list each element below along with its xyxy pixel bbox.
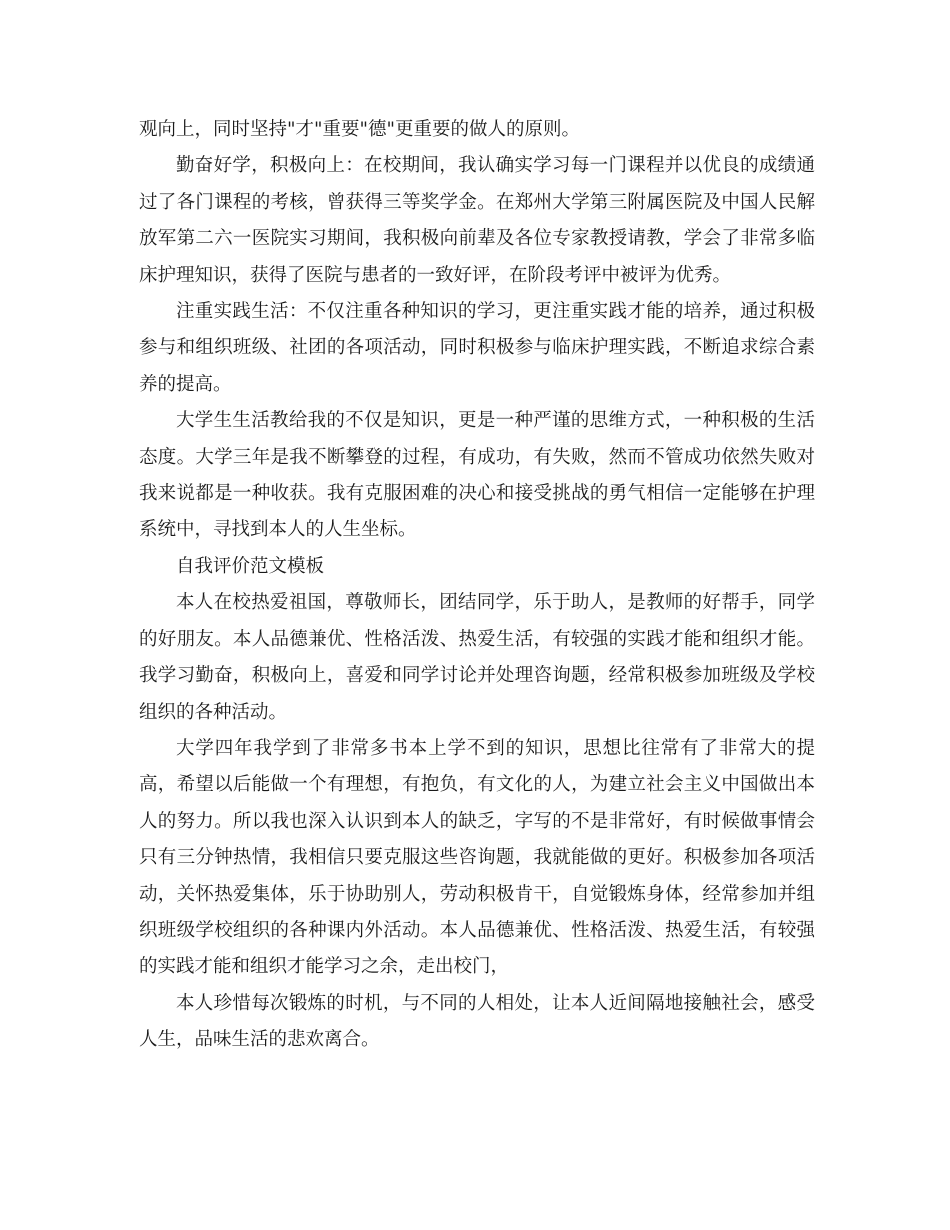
section-heading: 自我评价范文模板 [176, 555, 325, 577]
paragraph-closing: 本人珍惜每次锻炼的时机，与不同的人相处，让本人近间隔地接触社会，感受人生，品味生活的悲欢离合。 [139, 992, 815, 1051]
paragraph-four-years: 大学四年我学到了非常多书本上学不到的知识，思想比往常有了非常大的提高，希望以后能做一个有理想，有抱负，有文化的人，为建立社会主义中国做出本人的努力。所以我也深入认识到本人的缺乏，字写的不是非常好，有时候做事情会只有三分钟热情，我相信只要克服这些咨询题，我就能做的更好。积极参加各项活动，关怀热爱集体，乐于协助别人，劳动积极肯干，自觉锻炼身体，经常参加并组织班级学校组织的各种课内外活动。本人品德兼优、性格活泼、热爱生活，有较强的实践才能和组织才能学习之余，走出校门， [139, 737, 815, 978]
paragraph-diligent-study: 勤奋好学，积极向上：在校期间，我认确实学习每一门课程并以优良的成绩通过了各门课程的考核，曾获得三等奖学金。在郑州大学第三附属医院及中国人民解放军第二六一医院实习期间，我积极向前辈及各位专家教授请教，学会了非常多临床护理知识，获得了医院与患者的一致好评，在阶段考评中被评为优秀。 [139, 155, 815, 286]
paragraph-continuation: 观向上，同时坚持"才"重要"德"更重要的做人的原则。 [139, 119, 581, 140]
document-body [139, 112, 815, 1059]
paragraph-practice: 注重实践生活：不仅注重各种知识的学习，更注重实践才能的培养，通过积极参与和组织班级、社团的各项活动，同时积极参与临床护理实践，不断追求综合素养的提高。 [139, 301, 815, 395]
paragraph-self-intro: 本人在校热爱祖国，尊敬师长，团结同学，乐于助人，是教师的好帮手，同学的好朋友。本人品德兼优、性格活泼、热爱生活，有较强的实践才能和组织才能。我学习勤奋，积极向上，喜爱和同学讨论并处理咨询题，经常积极参加班级及学校组织的各种活动。 [139, 592, 815, 723]
paragraph-university-life: 大学生生活教给我的不仅是知识，更是一种严谨的思维方式，一种积极的生活态度。大学三年是我不断攀登的过程，有成功，有失败，然而不管成功依然失败对我来说都是一种收获。我有克服困难的决心和接受挑战的勇气相信一定能够在护理系统中，寻找到本人的人生坐标。 [139, 410, 815, 541]
